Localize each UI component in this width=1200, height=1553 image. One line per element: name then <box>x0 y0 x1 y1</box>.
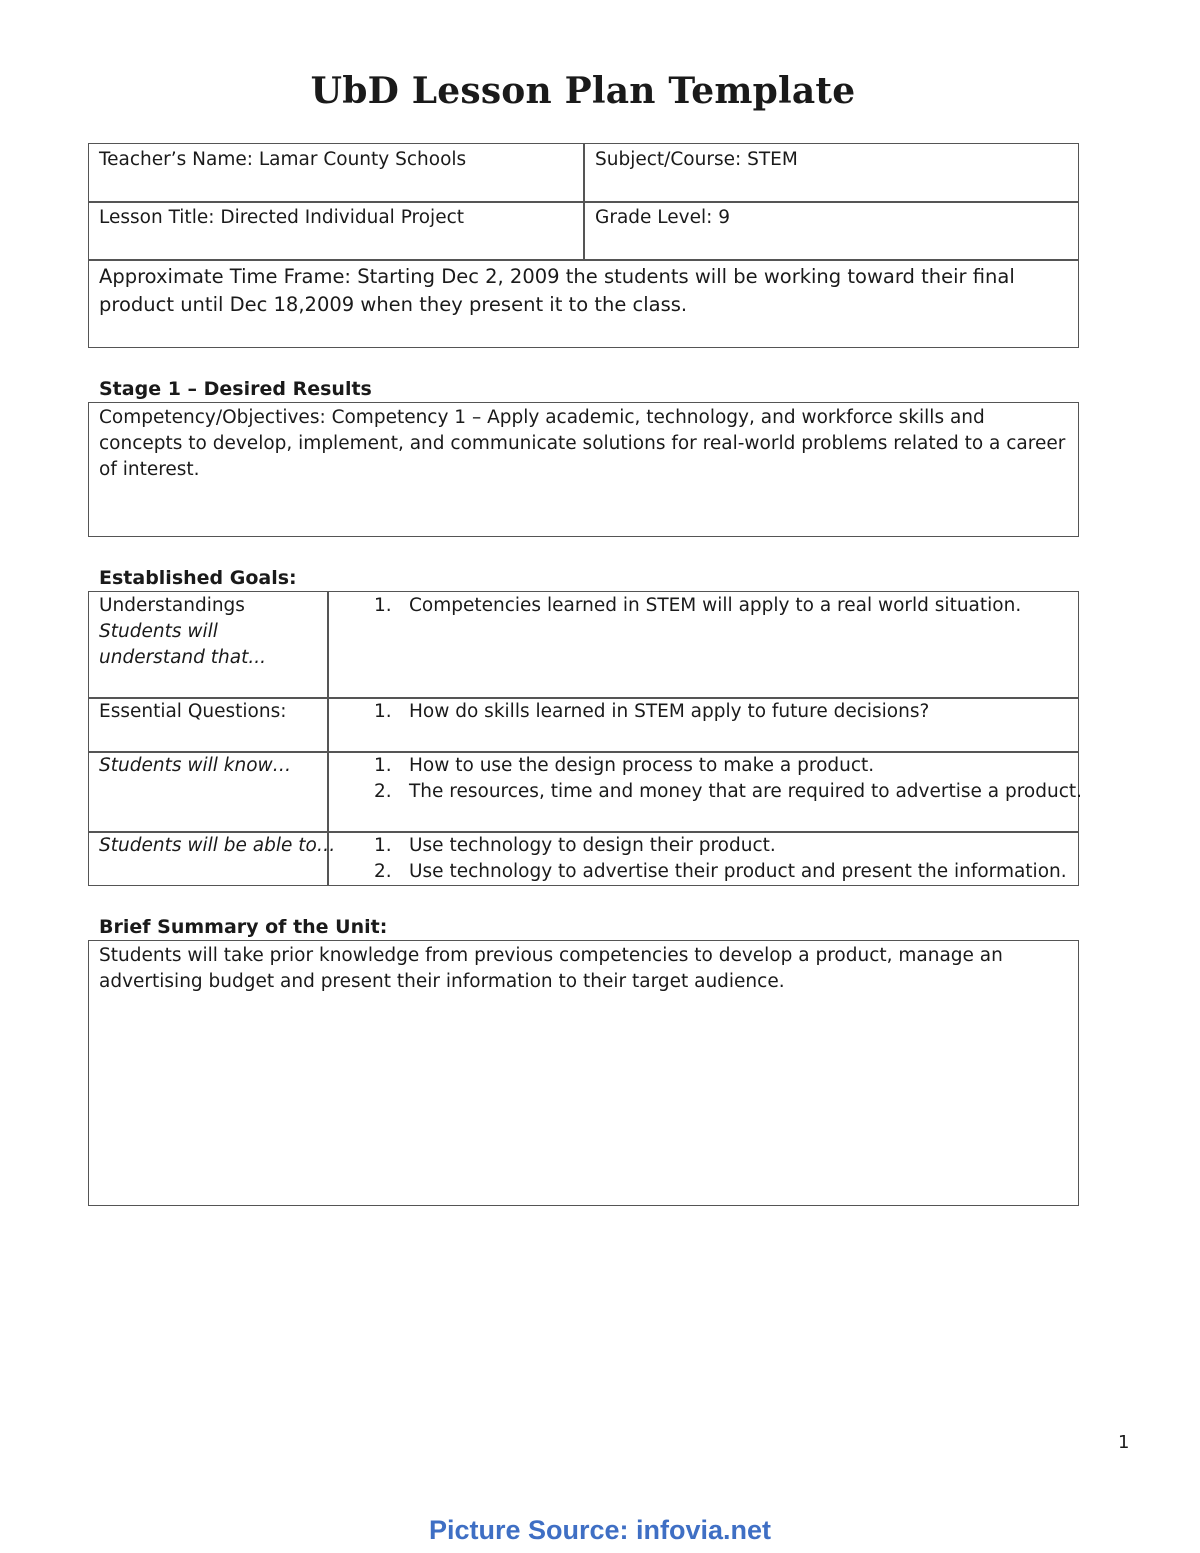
list-item: 1. How do skills learned in STEM apply to future decisions? <box>374 701 930 722</box>
header-table-row-line <box>88 259 1079 261</box>
students-know-label: Students will know… <box>99 755 292 776</box>
understandings-sublabel: Students will understand that... <box>99 621 266 668</box>
students-able-list <box>374 833 1067 885</box>
goals-heading: Established Goals: <box>99 567 297 589</box>
essential-questions-list <box>374 699 929 725</box>
stage1-heading: Stage 1 – Desired Results <box>99 378 372 400</box>
header-table-row-line <box>88 201 1079 203</box>
time-frame: Approximate Time Frame: Starting Dec 2, 2009 the students will be working toward their final product until Dec 18,2009 when they present it to the class. <box>99 265 1015 316</box>
document-title: UbD Lesson Plan Template <box>310 70 856 112</box>
understandings-label: Understandings <box>99 595 245 616</box>
list-item: 2. The resources, time and money that are required to advertise a product. <box>374 781 1083 802</box>
list-item: 1. Competencies learned in STEM will apply to a real world situation. <box>374 595 1022 616</box>
page-number: 1 <box>1118 1432 1130 1453</box>
students-know-list <box>374 753 1082 805</box>
summary-heading: Brief Summary of the Unit: <box>99 916 388 938</box>
grade-level: Grade Level: 9 <box>595 207 731 228</box>
subject-course: Subject/Course: STEM <box>595 149 798 170</box>
students-able-label: Students will be able to… <box>99 835 336 856</box>
understandings-list <box>374 593 1021 619</box>
essential-questions-label: Essential Questions: <box>99 701 287 722</box>
summary-text: Students will take prior knowledge from previous competencies to develop a product, manage an advertising budget and present their information to their target audience. <box>99 945 1003 992</box>
list-item: 1. Use technology to design their product. <box>374 835 776 856</box>
picture-source-caption: Picture Source: infovia.net <box>428 1515 772 1545</box>
lesson-title: Lesson Title: Directed Individual Project <box>99 207 464 228</box>
competency-objectives: Competency/Objectives: Competency 1 – Apply academic, technology, and workforce skills and concepts to develop, implement, and communicate solutions for real-world problems related to a career of interest. <box>99 407 1066 480</box>
list-item: 2. Use technology to advertise their product and present the information. <box>374 861 1067 882</box>
list-item: 1. How to use the design process to make a product. <box>374 755 875 776</box>
teacher-name: Teacher’s Name: Lamar County Schools <box>99 149 467 170</box>
